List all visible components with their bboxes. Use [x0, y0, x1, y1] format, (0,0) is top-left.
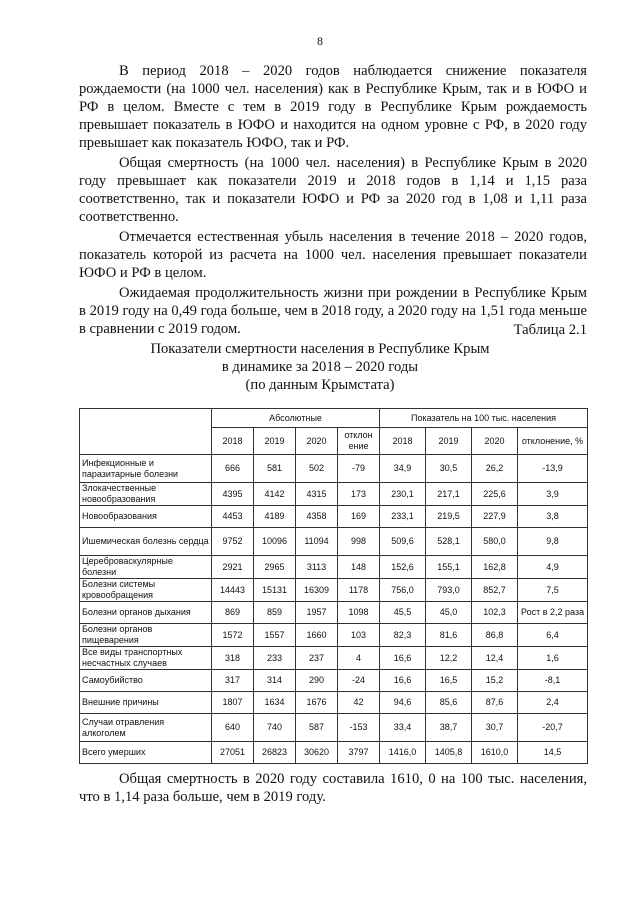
table-cell: 869: [212, 602, 254, 624]
table-cell: 4395: [212, 483, 254, 506]
per100k-group-header: Показатель на 100 тыс. населения: [380, 409, 588, 428]
table-row: [80, 714, 588, 742]
col-header: 2019: [426, 428, 472, 455]
table-cell: 1957: [296, 602, 338, 624]
table-cell: 34,9: [380, 455, 426, 483]
body-text: [79, 62, 587, 338]
table-cell: 82,3: [380, 624, 426, 647]
table-cell: 2965: [254, 556, 296, 579]
table-cell: 162,8: [472, 556, 518, 579]
table-cell: 81,6: [426, 624, 472, 647]
table-cell: 225,6: [472, 483, 518, 506]
table-cell: 15131: [254, 579, 296, 602]
table-cell: 1660: [296, 624, 338, 647]
row-label: Все виды транспортных несчастных случаев: [80, 647, 212, 670]
table-cell: 230,1: [380, 483, 426, 506]
table-cell: 587: [296, 714, 338, 742]
table-cell: 793,0: [426, 579, 472, 602]
table-cell: 3113: [296, 556, 338, 579]
table-cell: 233,1: [380, 506, 426, 528]
table-cell: 30,7: [472, 714, 518, 742]
table-cell: 148: [338, 556, 380, 579]
row-label: Цереброваскулярные болезни: [80, 556, 212, 579]
table-cell: 12,4: [472, 647, 518, 670]
row-label: Внешние причины: [80, 692, 212, 714]
row-label: Случаи отравления алкоголем: [80, 714, 212, 742]
table-cell: 2921: [212, 556, 254, 579]
table-cell: 16309: [296, 579, 338, 602]
table-cell: 581: [254, 455, 296, 483]
table-cell: 9752: [212, 528, 254, 556]
col-header: 2020: [472, 428, 518, 455]
table-cell: 6,4: [518, 624, 588, 647]
table-cell: 509,6: [380, 528, 426, 556]
table-cell: 7,5: [518, 579, 588, 602]
table-cell: 173: [338, 483, 380, 506]
table-cell: 227,9: [472, 506, 518, 528]
page-number: 8: [317, 34, 323, 48]
table-cell: 14,5: [518, 742, 588, 764]
table-cell: 30,5: [426, 455, 472, 483]
table-cell: 33,4: [380, 714, 426, 742]
col-header: 2018: [212, 428, 254, 455]
paragraph-birth-rate: В период 2018 – 2020 годов наблюдается снижение показателя рождаемости (на 1000 чел. населения) как в Республике Крым, так и в ЮФО и РФ в целом. Вместе с тем в 2019 году в Республике Крым рождаемость превышает показатель в ЮФО и находится на одном уровне с РФ, в 2020 году превышает как показатель ЮФО, так и РФ.: [79, 63, 587, 151]
table-cell: 4142: [254, 483, 296, 506]
table-cell: 859: [254, 602, 296, 624]
table-cell: 169: [338, 506, 380, 528]
table-cell: 87,6: [472, 692, 518, 714]
table-cell: 4: [338, 647, 380, 670]
paragraph-life-expectancy: Ожидаемая продолжительность жизни при рождении в Республике Крым в 2019 году на 0,49 года больше, чем в 2018 году, а 2020 году на 1,51 года меньше в сравнении с 2019 годом.: [79, 285, 587, 337]
row-label: Инфекционные и паразитарные болезни: [80, 455, 212, 483]
row-label: Болезни системы кровообращения: [80, 579, 212, 602]
table-cell: 16,5: [426, 670, 472, 692]
table-body: [80, 455, 588, 764]
table-cell: 30620: [296, 742, 338, 764]
paragraph-mortality: Общая смертность (на 1000 чел. населения) в Республике Крым в 2020 году превышает как показатели 2019 и 2018 годов в 1,14 и 1,15 раза соответственно, так и показатели ЮФО и РФ за 2020 год в 1,08 и 1,11 раза соответственно.: [79, 155, 587, 225]
table-cell: 4315: [296, 483, 338, 506]
table-cell: 85,6: [426, 692, 472, 714]
table-cell: 14443: [212, 579, 254, 602]
table-cell: 1557: [254, 624, 296, 647]
table-title-line: (по данным Крымстата): [245, 377, 395, 393]
table-cell: 314: [254, 670, 296, 692]
table-cell: 237: [296, 647, 338, 670]
row-label: Всего умерших: [80, 742, 212, 764]
table-cell: -24: [338, 670, 380, 692]
table-cell: 217,1: [426, 483, 472, 506]
table-cell: 580,0: [472, 528, 518, 556]
table-cell: 502: [296, 455, 338, 483]
table-cell: 4358: [296, 506, 338, 528]
table-cell: 1,6: [518, 647, 588, 670]
table-row: [80, 455, 588, 483]
col-header: 2020: [296, 428, 338, 455]
table-cell: 4189: [254, 506, 296, 528]
table-row: [80, 506, 588, 528]
table-cell: 16,6: [380, 647, 426, 670]
table-cell: -20,7: [518, 714, 588, 742]
table-row: [80, 483, 588, 506]
table-cell: 102,3: [472, 602, 518, 624]
table-cell: 3,8: [518, 506, 588, 528]
mortality-table: [79, 408, 588, 764]
table-cell: 640: [212, 714, 254, 742]
table-label: Таблица 2.1: [513, 322, 587, 338]
row-label: Злокачественные новообразования: [80, 483, 212, 506]
table-cell: 1676: [296, 692, 338, 714]
table-cell: 3797: [338, 742, 380, 764]
table-cell: 27051: [212, 742, 254, 764]
table-row: [80, 692, 588, 714]
table-title: [0, 340, 640, 394]
table-cell: 152,6: [380, 556, 426, 579]
table-cell: 86,8: [472, 624, 518, 647]
table-cell: -79: [338, 455, 380, 483]
row-label: Новообразования: [80, 506, 212, 528]
table-cell: 38,7: [426, 714, 472, 742]
table-cell: 852,7: [472, 579, 518, 602]
table-cell: 10096: [254, 528, 296, 556]
table-cell: 155,1: [426, 556, 472, 579]
table-cell: 16,6: [380, 670, 426, 692]
table-cell: 2,4: [518, 692, 588, 714]
table-cell: 998: [338, 528, 380, 556]
table-cell: 11094: [296, 528, 338, 556]
table-row: [80, 528, 588, 556]
table-title-line: Показатели смертности населения в Республике Крым: [150, 341, 490, 357]
table-row: [80, 742, 588, 764]
table-row: [80, 624, 588, 647]
table-cell: 1098: [338, 602, 380, 624]
table-cell: 4,9: [518, 556, 588, 579]
table-cell: 666: [212, 455, 254, 483]
table-cell: 290: [296, 670, 338, 692]
row-label-header: [80, 409, 212, 455]
row-label: Самоубийство: [80, 670, 212, 692]
row-label: Болезни органов дыхания: [80, 602, 212, 624]
table-cell: 45,5: [380, 602, 426, 624]
table-cell: 9,8: [518, 528, 588, 556]
table-cell: 1405,8: [426, 742, 472, 764]
table-cell: 1634: [254, 692, 296, 714]
paragraph-total-mortality: Общая смертность в 2020 году составила 1610, 0 на 100 тыс. населения, что в 1,14 раза больше, чем в 2019 году.: [79, 771, 587, 805]
table-cell: 103: [338, 624, 380, 647]
table-row: [80, 602, 588, 624]
row-label: Болезни органов пищеварения: [80, 624, 212, 647]
closing-text: [79, 770, 587, 806]
table-cell: 3,9: [518, 483, 588, 506]
table-row: [80, 647, 588, 670]
table-cell: 233: [254, 647, 296, 670]
table-cell: 45,0: [426, 602, 472, 624]
table-cell: 26,2: [472, 455, 518, 483]
table-cell: 94,6: [380, 692, 426, 714]
table-title-line: в динамике за 2018 – 2020 годы: [221, 359, 419, 375]
table-cell: Рост в 2,2 раза: [518, 602, 588, 624]
table-cell: 317: [212, 670, 254, 692]
table-cell: 318: [212, 647, 254, 670]
table-cell: 1416,0: [380, 742, 426, 764]
absolute-group-header: Абсолютные: [212, 409, 380, 428]
table-row: [80, 556, 588, 579]
row-label: Ишемическая болезнь сердца: [80, 528, 212, 556]
table-cell: 1178: [338, 579, 380, 602]
col-header: 2018: [380, 428, 426, 455]
table-cell: -153: [338, 714, 380, 742]
table-cell: 15,2: [472, 670, 518, 692]
table-cell: 1807: [212, 692, 254, 714]
col-header: отклонение, %: [518, 428, 588, 455]
table-cell: 740: [254, 714, 296, 742]
table-cell: 42: [338, 692, 380, 714]
table-cell: 1610,0: [472, 742, 518, 764]
table-row: [80, 670, 588, 692]
col-header: отклон ение: [338, 428, 380, 455]
table-cell: 756,0: [380, 579, 426, 602]
table-cell: 219,5: [426, 506, 472, 528]
col-header: 2019: [254, 428, 296, 455]
table-cell: 26823: [254, 742, 296, 764]
table-cell: 1572: [212, 624, 254, 647]
table-cell: -8,1: [518, 670, 588, 692]
table-cell: 528,1: [426, 528, 472, 556]
table-cell: 4453: [212, 506, 254, 528]
paragraph-natural-decline: Отмечается естественная убыль населения в течение 2018 – 2020 годов, показатель которой из расчета на 1000 чел. населения превышает показатели ЮФО и РФ в целом.: [79, 229, 587, 281]
table-cell: 12,2: [426, 647, 472, 670]
table-row: [80, 579, 588, 602]
table-cell: -13,9: [518, 455, 588, 483]
